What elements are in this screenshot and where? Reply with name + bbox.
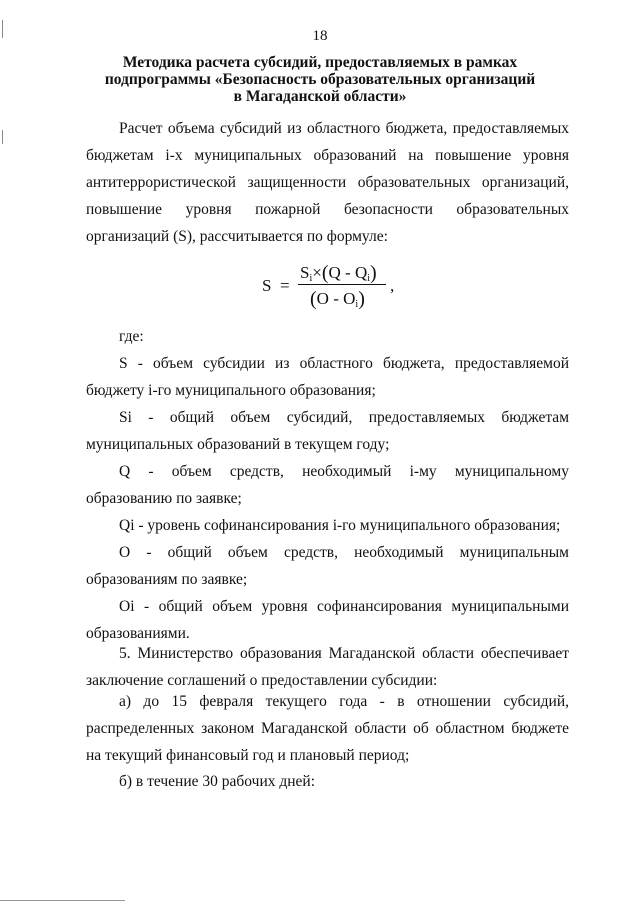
- page-number: 18: [312, 28, 328, 44]
- document-title: [90, 54, 550, 105]
- where-label: где:: [119, 328, 144, 345]
- scan-edge-mark: [2, 130, 3, 144]
- definition-Q: Q - объем средств, необходимый i-му муниципальному образованию по заявке;: [86, 463, 569, 507]
- title-line-3: в Магаданской области»: [233, 88, 407, 105]
- definition-O: O - общий объем средств, необходимый муниципальным образованиям по заявке;: [86, 544, 569, 588]
- footnote-separator: [0, 900, 125, 901]
- item-b-paragraph: б) в течение 30 рабочих дней:: [119, 773, 316, 790]
- formula-lhs: S: [262, 276, 272, 295]
- definition-S: S - объем субсидии из областного бюджета, предоставляемой бюджету i-го муниципального образования;: [86, 355, 569, 399]
- formula-denominator: $(O - O_i)$: [310, 288, 365, 310]
- definition-Qi: Qi - уровень софинансирования i-го муниципального образования;: [119, 517, 561, 534]
- subsidy-formula: [262, 262, 422, 322]
- scan-edge-mark: [2, 20, 3, 38]
- title-line-2: подпрограммы «Безопасность образовательных организаций: [104, 71, 536, 88]
- definition-Si: Si - общий объем субсидий, предоставляемых бюджетам муниципальных образований в текущем году;: [86, 409, 569, 453]
- intro-paragraph: Расчет объема субсидий из областного бюджета, предоставляемых бюджетам i-х муниципальных образований на повышение уровня антитеррористической защищенности образовательных организаций, повышение уровня пожарной безопасности образовательных организаций (S), рассчитывается по формуле:: [86, 120, 569, 245]
- item-a-paragraph: а) до 15 февраля текущего года - в отношении субсидий, распределенных законом Магаданской области об областном бюджете на текущий финансовый год и плановый период;: [86, 693, 569, 764]
- formula-equals: =: [280, 276, 290, 295]
- definition-Oi: Oi - общий объем уровня софинансирования муниципальными образованиями.: [86, 598, 569, 642]
- formula-comma: ,: [390, 276, 395, 295]
- title-line-1: Методика расчета субсидий, предоставляемых в рамках: [122, 54, 518, 71]
- formula-fraction-bar: [298, 284, 386, 285]
- point-5-paragraph: 5. Министерство образования Магаданской области обеспечивает заключение соглашений о предоставлении субсидии:: [86, 645, 569, 689]
- formula-numerator: $S_i\times(Q - Q_i)$: [300, 262, 377, 284]
